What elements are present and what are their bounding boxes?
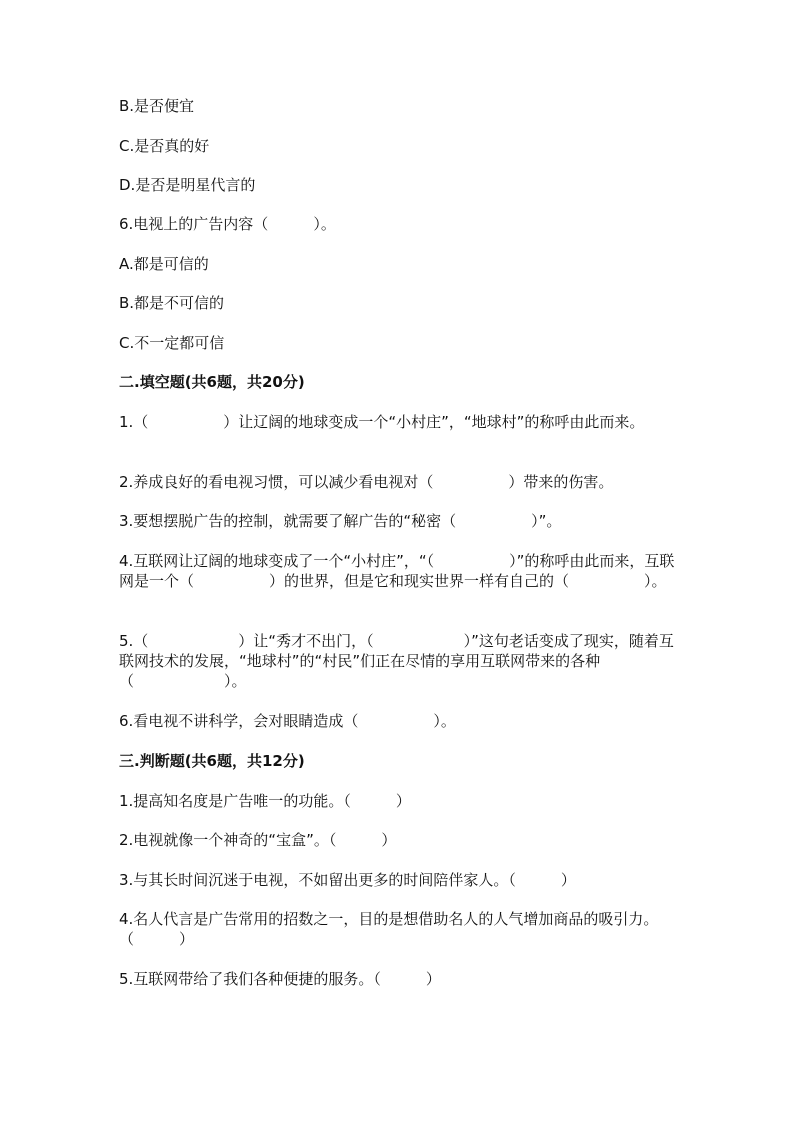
fill-question-6: 6.看电视不讲科学，会对眼睛造成（ ）。 [119, 712, 456, 730]
section-heading-fill-in: 二.填空题(共6题，共20分) [119, 373, 305, 391]
q6-option-c: C.不一定都可信 [119, 334, 225, 352]
option-c-really-good: C.是否真的好 [119, 137, 210, 155]
q6-option-a: A.都是可信的 [119, 255, 209, 273]
fill-question-3: 3.要想摆脱广告的控制，就需要了解广告的“秘密（ ）”。 [119, 512, 562, 530]
question-6-stem: 6.电视上的广告内容（ ）。 [119, 215, 336, 233]
fill-question-1: 1.（ ）让辽阔的地球变成一个“小村庄”，“地球村”的称呼由此而来。 [119, 413, 645, 431]
section-heading-true-false: 三.判断题(共6题，共12分) [119, 752, 305, 770]
fill-question-5: 5.（ ）让“秀才不出门，（ ）”这句老话变成了现实，随着互联网技术的发展，“地球村”的“村民”们正在尽情的享用互联网带来的各种（ ）。 [119, 632, 674, 690]
judge-question-1: 1.提高知名度是广告唯一的功能。（ ） [119, 792, 411, 810]
judge-question-4: 4.名人代言是广告常用的招数之一，目的是想借助名人的人气增加商品的吸引力。（ ） [119, 910, 659, 948]
q6-option-b: B.都是不可信的 [119, 294, 225, 312]
judge-question-2: 2.电视就像一个神奇的“宝盒”。（ ） [119, 831, 397, 849]
option-d-celebrity: D.是否是明星代言的 [119, 176, 256, 194]
option-b-cheap: B.是否便宜 [119, 97, 195, 115]
judge-question-5: 5.互联网带给了我们各种便捷的服务。（ ） [119, 970, 441, 988]
fill-question-4: 4.互联网让辽阔的地球变成了一个“小村庄”，“（ ）”的称呼由此而来，互联网是一个（ ）的世界，但是它和现实世界一样有自己的（ ）。 [119, 552, 675, 590]
fill-question-2: 2.养成良好的看电视习惯，可以减少看电视对（ ）带来的伤害。 [119, 473, 614, 491]
judge-question-3: 3.与其长时间沉迷于电视，不如留出更多的时间陪伴家人。（ ） [119, 871, 576, 889]
